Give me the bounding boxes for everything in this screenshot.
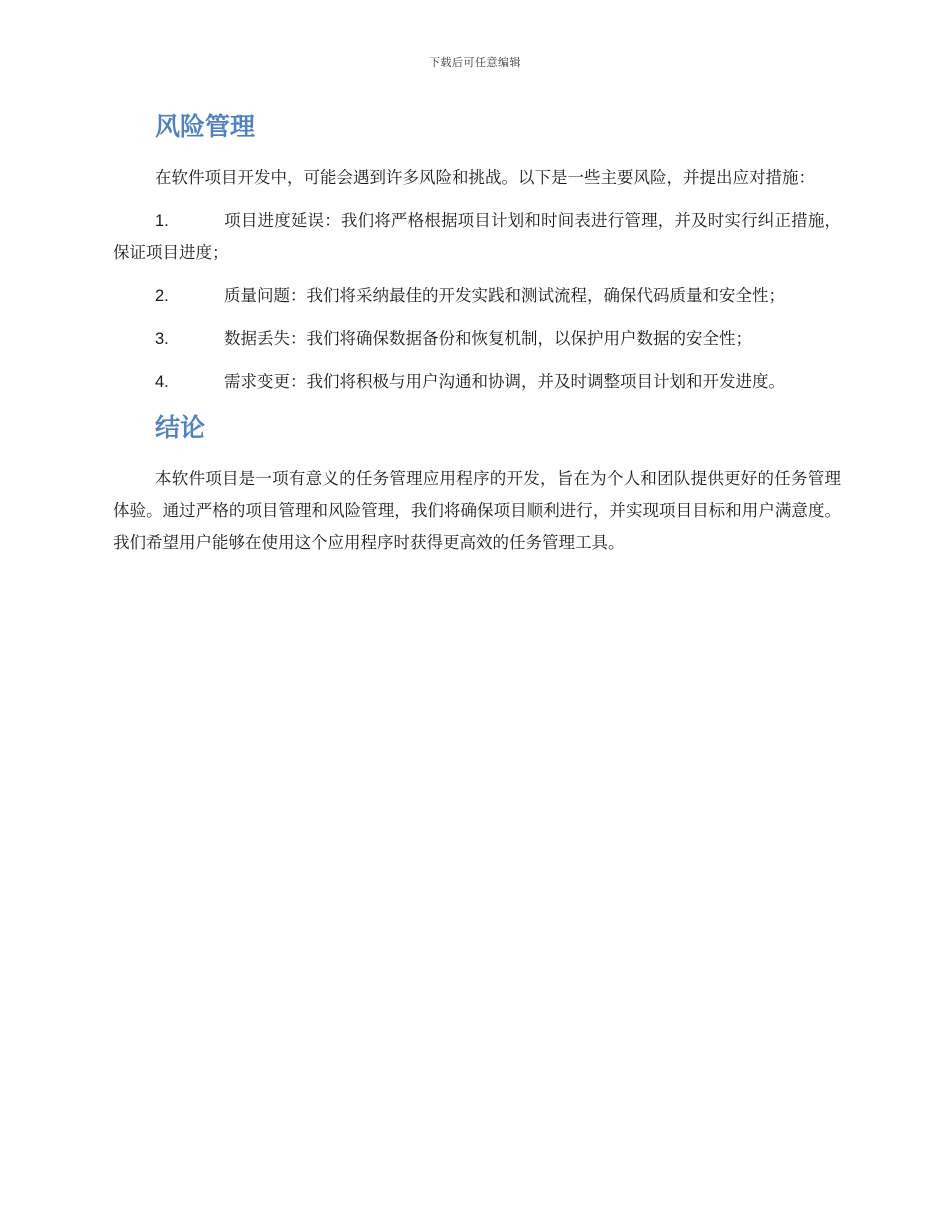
list-number: 1. xyxy=(155,212,169,230)
risk-list-item xyxy=(113,205,841,269)
risk-list-item xyxy=(113,366,841,398)
list-item-text: 数据丢失：我们将确保数据备份和恢复机制，以保护用户数据的安全性； xyxy=(224,329,752,348)
risk-list-item xyxy=(113,280,841,312)
document-body xyxy=(113,108,841,559)
section-heading-risk: 风险管理 xyxy=(155,112,256,141)
list-number: 4. xyxy=(155,373,169,391)
list-item-text: 项目进度延误：我们将严格根据项目计划和时间表进行管理，并及时实行纠正措施，保证项目进度； xyxy=(113,211,841,262)
conclusion-paragraph: 本软件项目是一项有意义的任务管理应用程序的开发，旨在为个人和团队提供更好的任务管理体验。通过严格的项目管理和风险管理，我们将确保项目顺利进行，并实现项目目标和用户满意度。我们希望用户能够在使用这个应用程序时获得更高效的任务管理工具。 xyxy=(113,469,841,552)
risk-intro-paragraph: 在软件项目开发中，可能会遇到许多风险和挑战。以下是一些主要风险，并提出应对措施： xyxy=(155,168,815,187)
risk-list-item xyxy=(113,323,841,355)
list-number: 2. xyxy=(155,287,169,305)
list-item-text: 质量问题：我们将采纳最佳的开发实践和测试流程，确保代码质量和安全性； xyxy=(224,286,785,305)
section-heading-conclusion: 结论 xyxy=(155,413,206,442)
list-number: 3. xyxy=(155,330,169,348)
list-item-text: 需求变更：我们将积极与用户沟通和协调，并及时调整项目计划和开发进度。 xyxy=(224,372,785,391)
page-header: 下载后可任意编辑 xyxy=(429,56,521,69)
